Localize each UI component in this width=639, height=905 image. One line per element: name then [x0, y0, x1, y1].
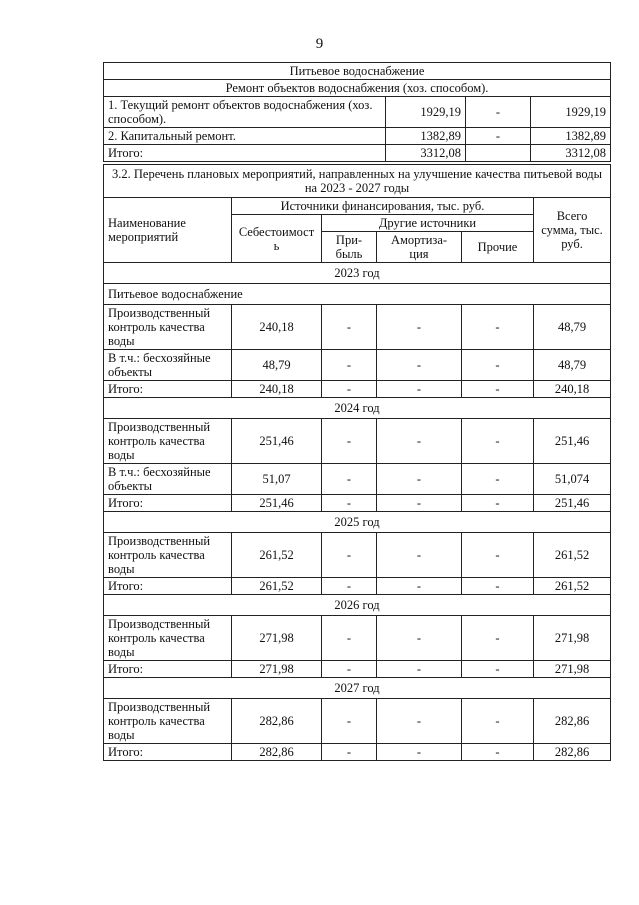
row-profit: -	[322, 661, 377, 678]
row-total: 1929,19	[531, 97, 611, 128]
row-misc: -	[462, 419, 534, 464]
row-profit: -	[322, 578, 377, 595]
row-total: 271,98	[534, 661, 611, 678]
row-name: В т.ч.: бесхозяйные объекты	[104, 350, 232, 381]
row-name: Итого:	[104, 578, 232, 595]
row-amort: -	[377, 533, 462, 578]
row-misc: -	[462, 744, 534, 761]
year-label: 2023 год	[104, 263, 611, 284]
row-value: -	[466, 128, 531, 145]
year-label: 2026 год	[104, 595, 611, 616]
row-misc: -	[462, 533, 534, 578]
row-amort: -	[377, 616, 462, 661]
section-row	[104, 284, 611, 305]
row-cost: 282,86	[232, 744, 322, 761]
row-cost: 282,86	[232, 699, 322, 744]
row-cost: 261,52	[232, 533, 322, 578]
row-profit: -	[322, 616, 377, 661]
row-total: 1382,89	[531, 128, 611, 145]
row-total: 261,52	[534, 578, 611, 595]
row-total: 261,52	[534, 533, 611, 578]
row-misc: -	[462, 578, 534, 595]
row-name: В т.ч.: бесхозяйные объекты	[104, 464, 232, 495]
row-name: Производственный контроль качества воды	[104, 305, 232, 350]
table-row	[104, 744, 611, 761]
row-value: 1382,89	[386, 128, 466, 145]
row-name: Итого:	[104, 145, 386, 162]
row-amort: -	[377, 495, 462, 512]
row-profit: -	[322, 350, 377, 381]
row-amort: -	[377, 350, 462, 381]
repair-table	[103, 62, 611, 162]
row-total: 51,074	[534, 464, 611, 495]
row-name: Итого:	[104, 744, 232, 761]
repair-table-title: Питьевое водоснабжение	[104, 63, 611, 80]
row-value: 1929,19	[386, 97, 466, 128]
table-row	[104, 97, 611, 128]
row-amort: -	[377, 578, 462, 595]
row-amort: -	[377, 661, 462, 678]
row-amort: -	[377, 699, 462, 744]
table-row	[104, 464, 611, 495]
header-misc: Прочие	[462, 232, 534, 263]
measures-table-title: 3.2. Перечень плановых мероприятий, направленных на улучшение качества питьевой воды на 2023 - 2027 годы	[104, 165, 611, 198]
row-name: Итого:	[104, 495, 232, 512]
row-misc: -	[462, 464, 534, 495]
table-row	[104, 419, 611, 464]
row-profit: -	[322, 464, 377, 495]
row-misc: -	[462, 381, 534, 398]
row-amort: -	[377, 305, 462, 350]
row-name: Производственный контроль качества воды	[104, 533, 232, 578]
header-cost: Себестоимост ь	[232, 215, 322, 263]
header-sources: Источники финансирования, тыс. руб.	[232, 198, 534, 215]
page-number: 9	[315, 36, 324, 52]
row-misc: -	[462, 305, 534, 350]
header-total: Всего сумма, тыс. руб.	[534, 198, 611, 263]
table-row	[104, 350, 611, 381]
row-amort: -	[377, 464, 462, 495]
table-row	[104, 616, 611, 661]
row-profit: -	[322, 533, 377, 578]
row-total: 251,46	[534, 495, 611, 512]
table-row	[104, 305, 611, 350]
table-row	[104, 661, 611, 678]
year-row	[104, 263, 611, 284]
year-row	[104, 398, 611, 419]
row-total: 282,86	[534, 744, 611, 761]
year-label: 2024 год	[104, 398, 611, 419]
row-profit: -	[322, 419, 377, 464]
year-label: 2027 год	[104, 678, 611, 699]
row-cost: 271,98	[232, 616, 322, 661]
row-total: 3312,08	[531, 145, 611, 162]
row-cost: 251,46	[232, 419, 322, 464]
year-row	[104, 678, 611, 699]
row-name: Итого:	[104, 661, 232, 678]
header-amort: Амортиза- ция	[377, 232, 462, 263]
row-total: 48,79	[534, 350, 611, 381]
header-other: Другие источники	[322, 215, 534, 232]
table-row	[104, 533, 611, 578]
section-label: Питьевое водоснабжение	[104, 284, 611, 305]
table-row	[104, 699, 611, 744]
row-misc: -	[462, 616, 534, 661]
row-value	[466, 145, 531, 162]
table-row	[104, 495, 611, 512]
year-label: 2025 год	[104, 512, 611, 533]
row-total: 271,98	[534, 616, 611, 661]
row-profit: -	[322, 305, 377, 350]
row-total: 282,86	[534, 699, 611, 744]
repair-table-subtitle: Ремонт объектов водоснабжения (хоз. способом).	[104, 80, 611, 97]
row-profit: -	[322, 744, 377, 761]
row-total: 251,46	[534, 419, 611, 464]
table-row	[104, 128, 611, 145]
measures-table	[103, 164, 611, 761]
row-name: Итого:	[104, 381, 232, 398]
row-cost: 240,18	[232, 305, 322, 350]
row-value: 3312,08	[386, 145, 466, 162]
header-name: Наименование мероприятий	[104, 198, 232, 263]
row-cost: 261,52	[232, 578, 322, 595]
year-row	[104, 512, 611, 533]
row-misc: -	[462, 699, 534, 744]
header-profit: При- быль	[322, 232, 377, 263]
row-name: 2. Капитальный ремонт.	[104, 128, 386, 145]
row-cost: 51,07	[232, 464, 322, 495]
row-misc: -	[462, 495, 534, 512]
row-amort: -	[377, 381, 462, 398]
row-cost: 48,79	[232, 350, 322, 381]
row-profit: -	[322, 495, 377, 512]
row-total: 240,18	[534, 381, 611, 398]
row-name: 1. Текущий ремонт объектов водоснабжения (хоз. способом).	[104, 97, 386, 128]
row-profit: -	[322, 699, 377, 744]
row-name: Производственный контроль качества воды	[104, 419, 232, 464]
row-value: -	[466, 97, 531, 128]
table-row	[104, 381, 611, 398]
row-amort: -	[377, 419, 462, 464]
row-amort: -	[377, 744, 462, 761]
row-misc: -	[462, 350, 534, 381]
row-name: Производственный контроль качества воды	[104, 616, 232, 661]
row-cost: 240,18	[232, 381, 322, 398]
row-profit: -	[322, 381, 377, 398]
year-row	[104, 595, 611, 616]
row-cost: 271,98	[232, 661, 322, 678]
row-name: Производственный контроль качества воды	[104, 699, 232, 744]
row-total: 48,79	[534, 305, 611, 350]
table-row	[104, 145, 611, 162]
table-row	[104, 578, 611, 595]
row-misc: -	[462, 661, 534, 678]
row-cost: 251,46	[232, 495, 322, 512]
